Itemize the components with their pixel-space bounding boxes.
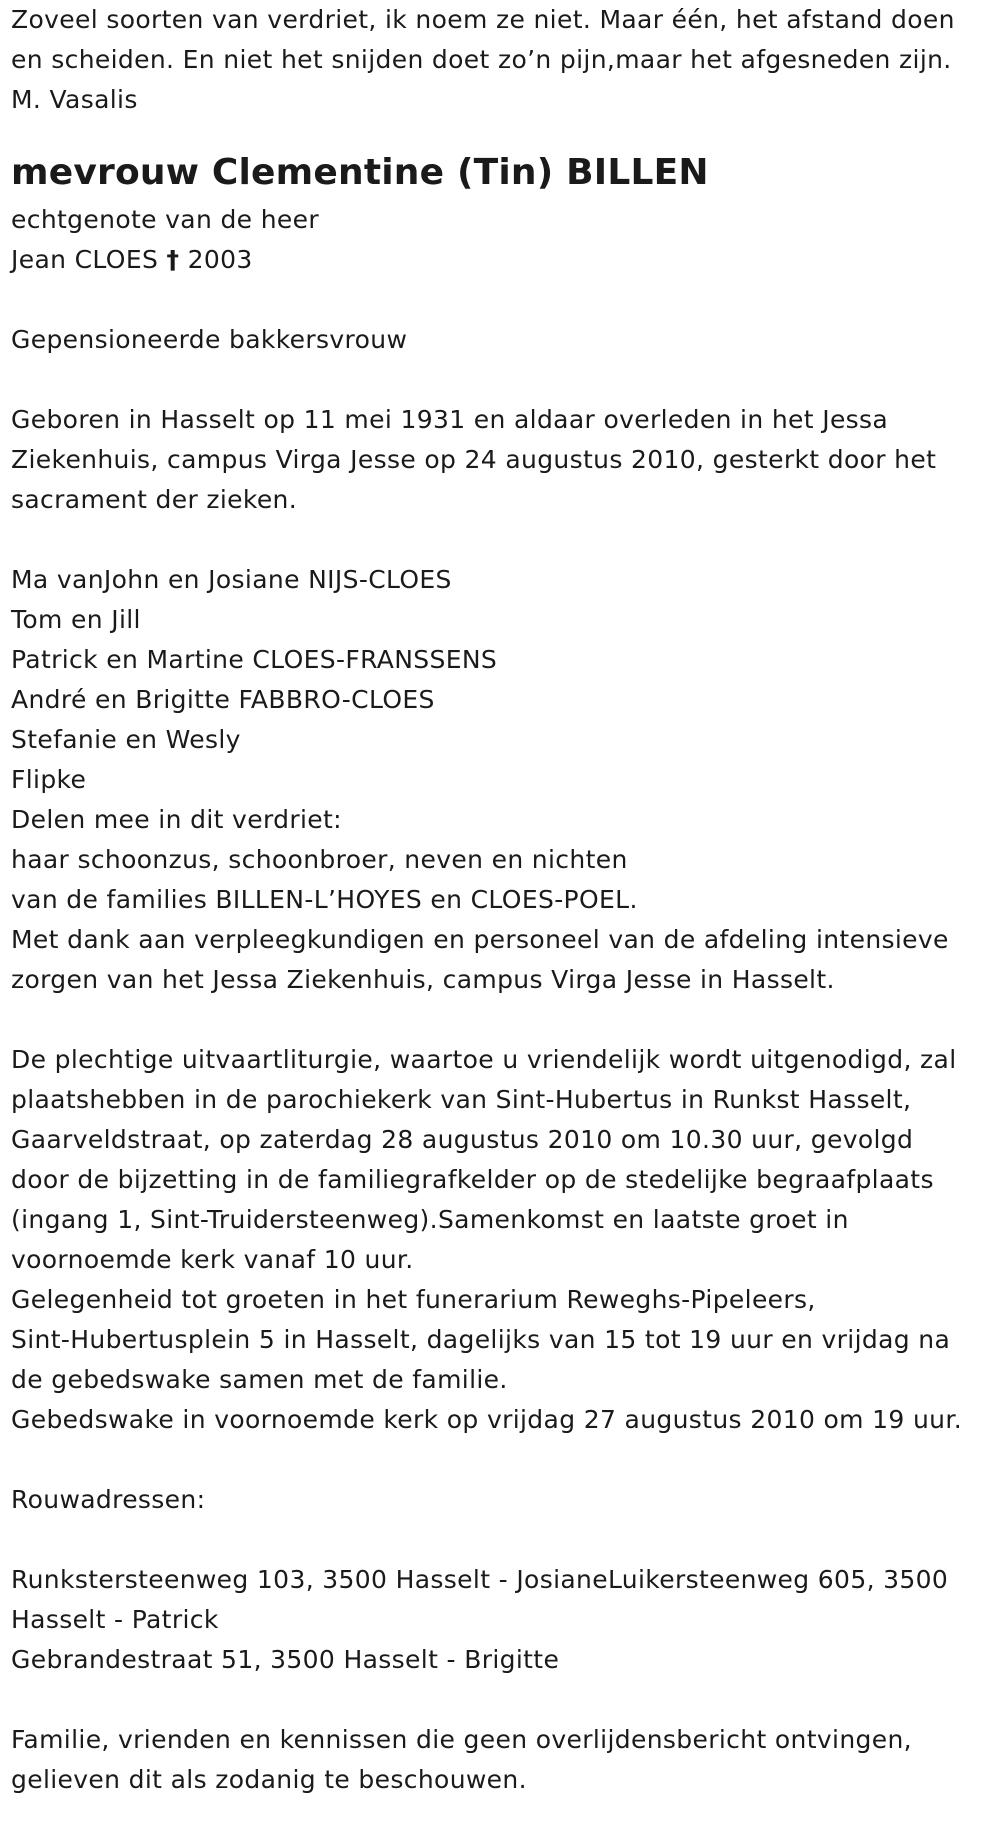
family-block bbox=[11, 560, 996, 1000]
thanks-line: zorgen van het Jessa Ziekenhuis, campus Virga Jesse in Hasselt. bbox=[11, 965, 835, 994]
family-line: Delen mee in dit verdriet: bbox=[11, 805, 342, 834]
spouse-block bbox=[11, 200, 996, 280]
family-line: Ma vanJohn en Josiane NIJS-CLOES bbox=[11, 565, 452, 594]
paragraph-line: Ziekenhuis, campus Virga Jesse op 24 augustus 2010, gesterkt door het bbox=[11, 445, 937, 474]
funeral-block bbox=[11, 1040, 996, 1440]
funeral-line: Gebedswake in voornoemde kerk op vrijdag 27 augustus 2010 om 19 uur. bbox=[11, 1405, 962, 1434]
deceased-name: mevrouw Clementine (Tin) BILLEN bbox=[11, 152, 709, 193]
birth-death-paragraph bbox=[11, 400, 996, 520]
family-line: Patrick en Martine CLOES-FRANSSENS bbox=[11, 645, 498, 674]
funeral-line: de gebedswake samen met de familie. bbox=[11, 1365, 508, 1394]
occupation: Gepensioneerde bakkersvrouw bbox=[11, 325, 408, 354]
funeral-line: Gaarveldstraat, op zaterdag 28 augustus 2010 om 10.30 uur, gevolgd bbox=[11, 1125, 914, 1154]
address-line: Hasselt - Patrick bbox=[11, 1605, 219, 1634]
spacer bbox=[11, 1680, 996, 1720]
funeral-line: door de bijzetting in de familiegrafkelder op de stedelijke begraafplaats bbox=[11, 1165, 934, 1194]
spouse-name: Jean CLOES bbox=[11, 245, 159, 274]
family-line: van de families BILLEN-L’HOYES en CLOES-POEL. bbox=[11, 885, 638, 914]
cross-icon: † bbox=[166, 245, 180, 274]
spacer bbox=[11, 520, 996, 560]
quote-block bbox=[11, 0, 996, 120]
funeral-line: voornoemde kerk vanaf 10 uur. bbox=[11, 1245, 414, 1274]
spacer bbox=[11, 360, 996, 400]
funeral-line: De plechtige uitvaartliturgie, waartoe u vriendelijk wordt uitgenodigd, zal bbox=[11, 1045, 957, 1074]
family-line: André en Brigitte FABBRO-CLOES bbox=[11, 685, 435, 714]
spacer bbox=[11, 1520, 996, 1560]
spouse-death-year: 2003 bbox=[187, 245, 253, 274]
paragraph-line: sacrament der zieken. bbox=[11, 485, 298, 514]
address-line: Runkstersteenweg 103, 3500 Hasselt - JosianeLuikersteenweg 605, 3500 bbox=[11, 1565, 949, 1594]
paragraph-line: Geboren in Hasselt op 11 mei 1931 en aldaar overleden in het Jessa bbox=[11, 405, 889, 434]
quote-line: en scheiden. En niet het snijden doet zo’n pijn,maar het afgesneden zijn. bbox=[11, 45, 952, 74]
spacer bbox=[11, 1440, 996, 1480]
address-line: Gebrandestraat 51, 3500 Hasselt - Brigitte bbox=[11, 1645, 560, 1674]
funeral-line: (ingang 1, Sint-Truidersteenweg).Samenkomst en laatste groet in bbox=[11, 1205, 849, 1234]
funeral-line: Gelegenheid tot groeten in het funerarium Reweghs-Pipeleers, bbox=[11, 1285, 816, 1314]
obituary-notice bbox=[11, 0, 996, 1800]
closing-line: Familie, vrienden en kennissen die geen overlijdensbericht ontvingen, bbox=[11, 1725, 912, 1754]
family-line: Flipke bbox=[11, 765, 87, 794]
family-line: haar schoonzus, schoonbroer, neven en nichten bbox=[11, 845, 628, 874]
spacer bbox=[11, 1000, 996, 1040]
thanks-line: Met dank aan verpleegkundigen en personeel van de afdeling intensieve bbox=[11, 925, 949, 954]
closing-line: gelieven dit als zodanig te beschouwen. bbox=[11, 1765, 527, 1794]
spacer bbox=[11, 280, 996, 320]
closing-block bbox=[11, 1720, 996, 1800]
quote-author: M. Vasalis bbox=[11, 85, 138, 114]
funeral-line: Sint-Hubertusplein 5 in Hasselt, dagelijks van 15 tot 19 uur en vrijdag na bbox=[11, 1325, 951, 1354]
funeral-line: plaatshebben in de parochiekerk van Sint-Hubertus in Runkst Hasselt, bbox=[11, 1085, 912, 1114]
addresses-heading: Rouwadressen: bbox=[11, 1485, 206, 1514]
addresses-block bbox=[11, 1560, 996, 1680]
spouse-intro: echtgenote van de heer bbox=[11, 205, 319, 234]
spouse-line bbox=[11, 240, 996, 280]
family-line: Tom en Jill bbox=[11, 605, 141, 634]
quote-line: Zoveel soorten van verdriet, ik noem ze niet. Maar één, het afstand doen bbox=[11, 5, 955, 34]
family-line: Stefanie en Wesly bbox=[11, 725, 241, 754]
